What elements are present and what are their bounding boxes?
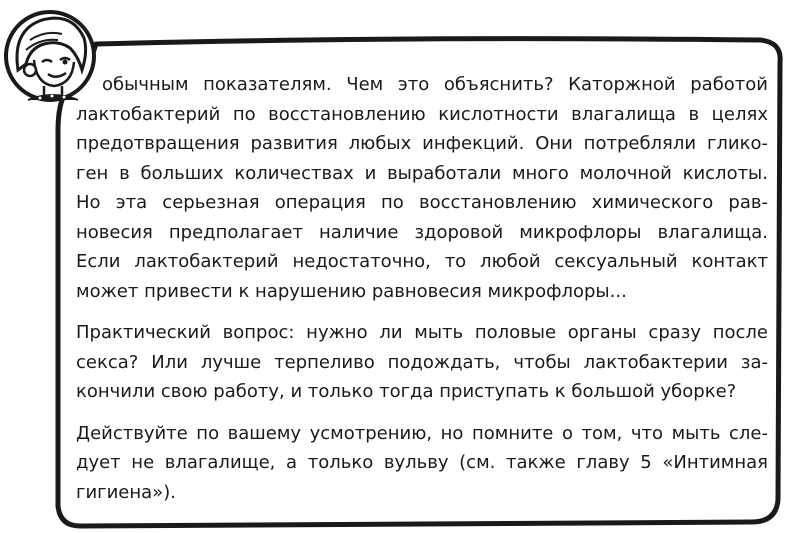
body-text [76, 70, 768, 519]
text-line: дует не влагалище, а только вульву (см. также главу 5 «Интимная [76, 452, 768, 473]
text-line: может привести к нарушению равновесия микрофлоры... [76, 280, 627, 302]
text-line: новесия предполагает наличие здоровой микрофлоры влагалища. [76, 221, 768, 243]
paragraph [76, 419, 768, 508]
text-line: секса? Или лучше терпеливо подождать, чтобы лактобактерии за- [76, 351, 768, 373]
text-line: Практический вопрос: нужно ли мыть половые органы сразу после [76, 322, 768, 343]
text-line: предотвращения развития любых инфекций. Они потребляли глико- [76, 133, 768, 154]
text-line: Если лактобактерий недостаточно, то любой сексуальный контакт [76, 251, 768, 272]
text-line: лактобактерий по восстановлению кислотности влагалища в целях [76, 103, 768, 125]
text-line: Но эта серьезная операция по восстановлению химического рав- [76, 192, 768, 213]
text-line: ген в больших количествах и выработали много молочной кислоты. [76, 162, 768, 184]
text-line: Действуйте по вашему усмотрению, но помните о том, что мыть сле- [76, 422, 768, 444]
text-line: гигиена»). [76, 481, 176, 503]
text-line: кончили свою работу, и только тогда приступать к большой уборке? [76, 381, 737, 402]
text-line: обычным показателям. Чем это объяснить? Каторжной работой [102, 74, 768, 95]
paragraph [76, 318, 768, 407]
paragraph [76, 70, 768, 306]
